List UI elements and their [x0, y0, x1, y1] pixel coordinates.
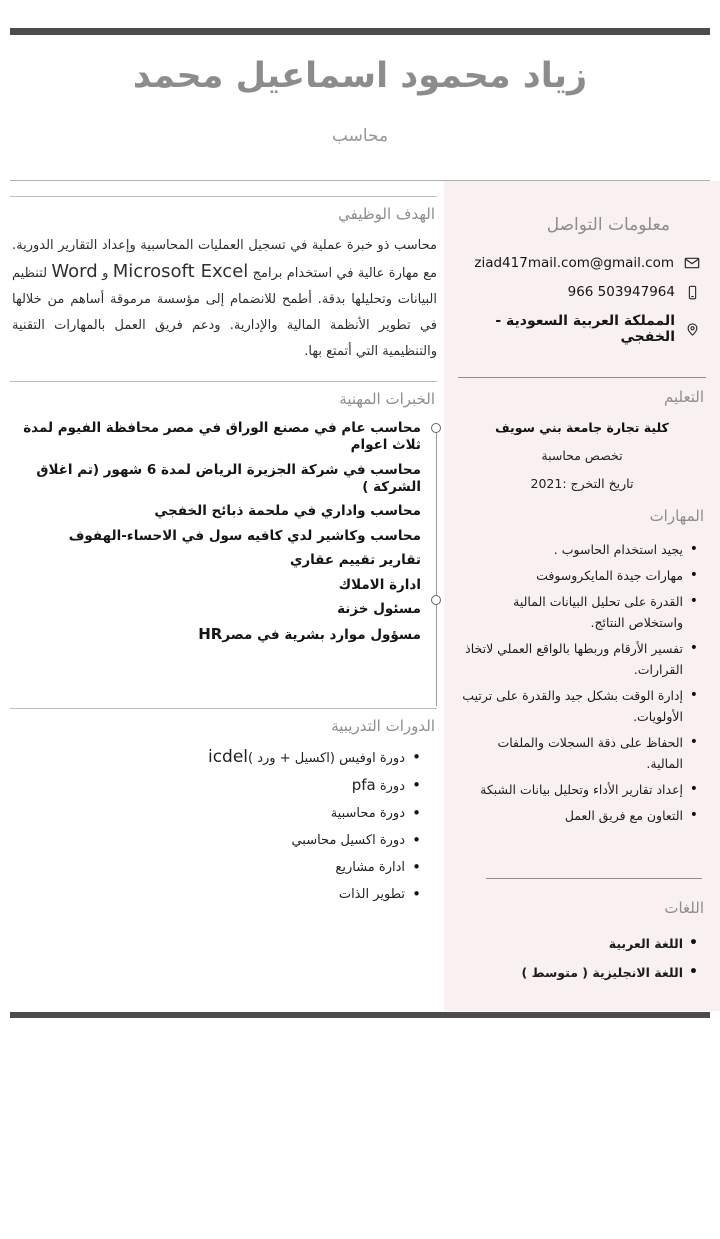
skill-item: • الحفاظ على دقة السجلات والملفات المالية. [458, 732, 700, 774]
experience-section [10, 381, 437, 706]
objective-word-label: Word [51, 261, 98, 282]
location-icon [685, 322, 700, 337]
course-item [10, 777, 421, 795]
course-item-text: دورة [379, 779, 405, 794]
course-item-latin: pfa [351, 776, 376, 794]
sidebar-divider [458, 377, 706, 378]
course-item [10, 832, 421, 849]
skill-item: • التعاون مع فريق العمل [458, 805, 700, 826]
course-item-text: دورة اكسيل محاسبي [291, 833, 405, 848]
phone-value: 966 503947964 [567, 284, 675, 300]
course-item [10, 749, 421, 767]
skill-item: • القدرة على تحليل البيانات المالية واستخلاص النتائج. [458, 591, 700, 633]
contact-rows [458, 255, 706, 345]
objective-conjunction: و [102, 266, 109, 281]
skill-item: • تفسير الأرقام وربطها بالواقع العملي لاتخاذ القرارات. [458, 638, 700, 680]
education-section [458, 420, 706, 491]
education-college: كلية تجارة جامعة بني سويف [495, 420, 669, 435]
experience-item: ادارة الاملاك [338, 576, 421, 593]
courses-section [10, 708, 437, 903]
education-heading: التعليم [664, 388, 704, 406]
contact-row-phone [458, 284, 706, 300]
languages-list [458, 933, 706, 983]
timeline-dot [431, 423, 441, 433]
objective-text [10, 233, 437, 365]
contact-heading: معلومات التواصل [546, 215, 670, 235]
skill-item: • مهارات جيدة المايكروسوفت [458, 565, 700, 586]
course-item-text: دورة محاسبية [330, 806, 405, 821]
experience-item [10, 626, 421, 644]
top-accent-bar [10, 28, 710, 35]
course-item-text: تطوير الذات [338, 887, 405, 902]
course-item-latin: icdel [207, 747, 249, 767]
skill-item: • إدارة الوقت بشكل جيد والقدرة على ترتيب الأولويات. [458, 685, 700, 727]
bottom-accent-bar [10, 1012, 710, 1018]
experience-item: مسئول خزنة [337, 601, 421, 617]
skill-item: • يجيد استخدام الحاسوب . [458, 539, 700, 560]
course-item-text: دورة اوفيس (اكسيل + ورد ) [248, 751, 405, 766]
experience-list [10, 420, 421, 644]
contact-row-email [458, 255, 706, 271]
experience-item: محاسب في شركة الجزيرة الرياض لمدة 6 شهور (تم اغلاق الشركة ) [36, 461, 421, 495]
location-value: المملكة العربية السعودية - الخفجي [495, 313, 675, 345]
objective-heading: الهدف الوظيفي [338, 205, 435, 223]
experience-item: محاسب عام في مصنع الوراق في مصر محافظة الفيوم لمدة ثلاث اعوام [23, 420, 421, 453]
objective-section [10, 196, 437, 365]
education-graduation: تاريخ التخرج :2021 [530, 476, 634, 491]
page-title: زياد محمود اسماعيل محمد [132, 56, 588, 96]
experience-item: محاسب واداري في ملحمة ذبائح الخفجي [154, 503, 421, 519]
email-value: ziad417mail.com@gmail.com [474, 255, 674, 271]
email-icon [684, 255, 700, 271]
education-major: تخصص محاسبة [541, 448, 623, 463]
courses-list [10, 749, 437, 903]
objective-text-part1: محاسب ذو خبرة عملية في تسجيل العمليات المحاسبية وإعداد التقارير الدورية. مع مهارة عالية في استخدام برامج [12, 238, 438, 281]
experience-heading: الخبرات المهنية [339, 390, 435, 408]
sidebar-divider [486, 878, 702, 879]
course-item [10, 805, 421, 822]
experience-item-text: مسؤول موارد بشرية في مصر [222, 626, 421, 643]
objective-text-part2: لتنظيم البيانات وتحليلها بدقة. أطمح للانضمام إلى مؤسسة مرموقة أساهم من خلالها في تطوير الأنظمة المالية والإدارية. ودعم فريق العمل بالمهارات التقنية والتنظيمية التي أتمتع بها. [12, 266, 437, 359]
experience-item: محاسب وكاشير لدي كافيه سول في الاحساء-الهفوف [68, 527, 421, 544]
job-title: محاسب [331, 126, 389, 146]
course-item [10, 886, 421, 903]
language-item: • اللغة العربية [458, 933, 700, 954]
sidebar [444, 181, 720, 1011]
course-item [10, 859, 421, 876]
skill-item: • إعداد تقارير الأداء وتحليل بيانات الشبكة [458, 779, 700, 800]
experience-hr-label: HR [198, 624, 223, 643]
course-item-text: ادارة مشاريع [335, 860, 405, 875]
languages-heading: اللغات [664, 899, 704, 917]
main-column [10, 181, 437, 913]
skills-heading: المهارات [649, 507, 704, 525]
contact-row-location [458, 313, 706, 345]
experience-timeline [10, 420, 437, 706]
timeline-dot [431, 595, 441, 605]
experience-item: تقارير تقييم عقاري [289, 552, 421, 568]
skills-list [458, 539, 706, 826]
timeline-line [436, 428, 437, 706]
objective-excel-label: Microsoft Excel [112, 261, 249, 282]
language-item: • اللغة الانجليزية ( متوسط ) [458, 962, 700, 983]
phone-icon [685, 285, 700, 300]
courses-heading: الدورات التدريبية [331, 717, 435, 735]
